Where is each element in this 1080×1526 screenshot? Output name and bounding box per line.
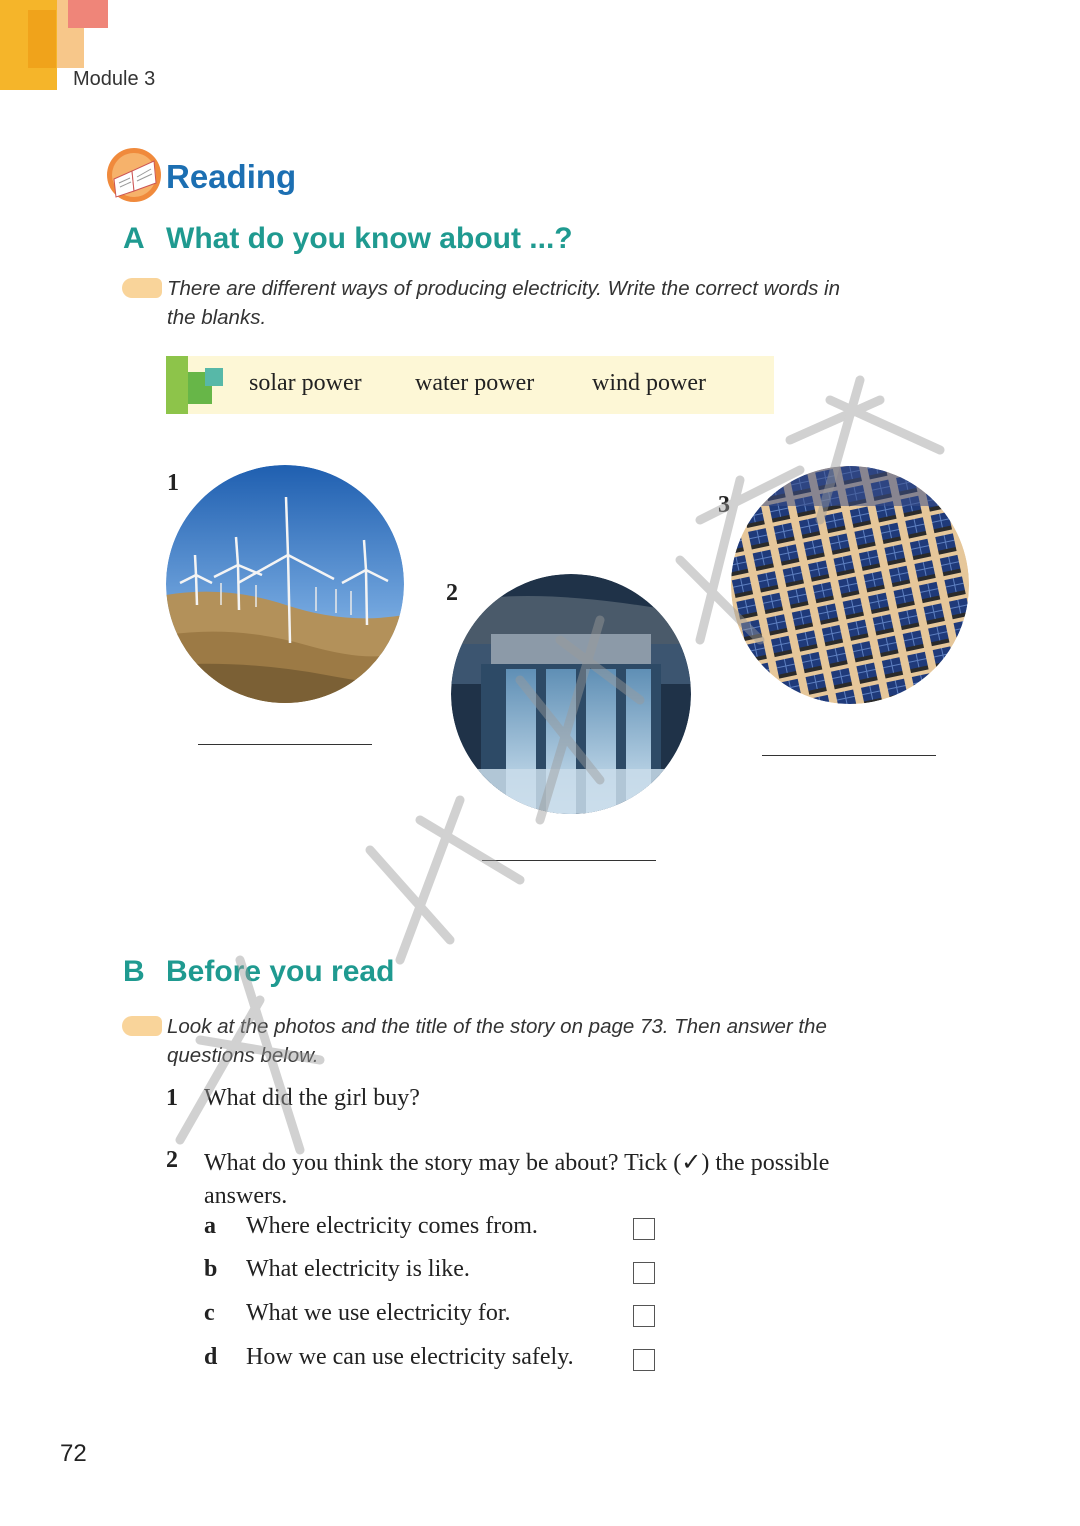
option-text: What electricity is like. [246, 1256, 470, 1282]
section-a-title: What do you know about ...? [166, 222, 573, 255]
option-checkbox[interactable] [633, 1305, 655, 1327]
answer-blank[interactable] [762, 755, 936, 756]
page-number: 72 [60, 1440, 87, 1467]
option-letter: d [204, 1344, 218, 1370]
section-b-title: Before you read [166, 955, 395, 988]
option-letter: a [204, 1213, 216, 1239]
word-bank-item: wind power [592, 370, 706, 396]
question-text: What did the girl buy? [204, 1085, 420, 1111]
photo-number: 1 [167, 470, 179, 496]
option-letter: c [204, 1300, 215, 1326]
option-checkbox[interactable] [633, 1218, 655, 1240]
option-text: What we use electricity for. [246, 1300, 511, 1326]
question-text: What do you think the story may be about? Tick (✓) the possible answers. [204, 1150, 830, 1209]
section-a-instruction: There are different ways of producing electricity. Write the correct words in the blanks. [167, 277, 840, 329]
photo-number: 3 [718, 492, 730, 518]
wind-turbines-photo [166, 465, 404, 703]
book-icon [106, 147, 162, 203]
word-bank-item: water power [415, 370, 535, 396]
section-heading: Reading [166, 158, 297, 195]
corner-decoration [68, 0, 108, 28]
word-bank-item: solar power [249, 370, 362, 396]
option-text: Where electricity comes from. [246, 1213, 538, 1239]
question-number: 2 [166, 1147, 178, 1173]
option-letter: b [204, 1256, 218, 1282]
option-text: How we can use electricity safely. [246, 1344, 574, 1370]
module-label: Module 3 [73, 68, 156, 90]
answer-blank[interactable] [198, 744, 372, 745]
photo-number: 2 [446, 580, 458, 606]
instruction-marker [122, 278, 162, 298]
option-checkbox[interactable] [633, 1349, 655, 1371]
instruction-marker [122, 1016, 162, 1036]
word-bank-decoration [166, 356, 188, 414]
solar-panels-photo [731, 466, 969, 704]
question-number: 1 [166, 1085, 178, 1111]
section-b-instruction: Look at the photos and the title of the story on page 73. Then answer the questions below. [167, 1015, 827, 1067]
word-bank-decoration [205, 368, 223, 386]
corner-decoration [28, 10, 56, 68]
section-a-letter: A [123, 222, 145, 255]
section-b-letter: B [123, 955, 145, 988]
answer-blank[interactable] [482, 860, 656, 861]
option-checkbox[interactable] [633, 1262, 655, 1284]
dam-photo [451, 574, 691, 814]
